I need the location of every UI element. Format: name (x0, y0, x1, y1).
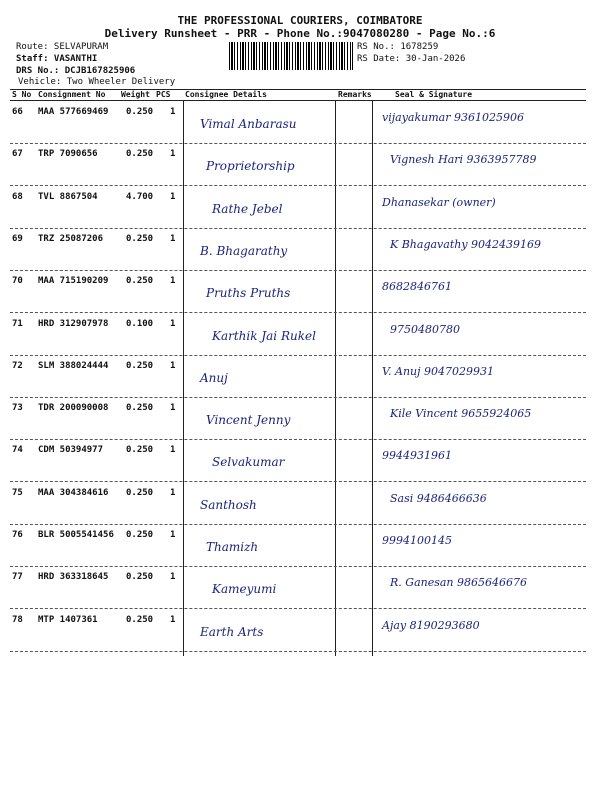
pcs-cell: 1 (170, 318, 176, 329)
consignment-cell: TRP 7090656 (38, 149, 98, 160)
weight-cell: 4.700 (126, 191, 154, 202)
seal-signature: Ajay 8190293680 (382, 618, 480, 632)
sno-cell: 70 (12, 276, 23, 287)
seal-signature: 9944931961 (382, 449, 452, 463)
col-header-weight: Weight (121, 90, 150, 99)
consignee-signature: Kameyumi (212, 582, 277, 597)
weight-cell: 0.250 (126, 233, 154, 244)
pcs-cell: 1 (170, 614, 176, 625)
table-row (10, 101, 586, 144)
seal-signature: V. Anuj 9047029931 (382, 364, 495, 378)
consignee-signature: Selvakumar (212, 455, 285, 470)
col-header-pcs: PCS (156, 90, 171, 99)
sno-cell: 77 (12, 572, 23, 583)
sno-cell: 74 (12, 445, 23, 456)
col-header-sno: S No (12, 90, 32, 99)
weight-cell: 0.250 (126, 530, 154, 540)
pcs-cell: 1 (170, 233, 176, 244)
pcs-cell: 1 (170, 276, 176, 287)
pcs-cell: 1 (170, 572, 176, 583)
company-title: THE PROFESSIONAL COURIERS, COIMBATORE (177, 14, 423, 27)
table-row (10, 439, 586, 482)
rs-number: RS No.: 1678259 (357, 42, 439, 52)
table-row (10, 143, 586, 186)
sno-cell: 72 (12, 360, 23, 371)
pcs-cell: 1 (170, 360, 176, 371)
weight-cell: 0.250 (126, 107, 154, 117)
sno-cell: 73 (12, 403, 23, 414)
table-row (10, 609, 586, 652)
col-header-remarks: Remarks (338, 90, 372, 99)
weight-cell: 0.250 (126, 360, 154, 371)
weight-cell: 0.250 (126, 487, 154, 498)
pcs-cell: 1 (170, 191, 176, 202)
consignee-signature: B. Bhagarathy (200, 243, 288, 258)
sno-cell: 76 (12, 530, 23, 540)
consignment-cell: MAA 715190209 (38, 276, 109, 287)
pcs-cell: 1 (170, 403, 176, 414)
drs-label: DRS No.: DCJB167825906 (16, 66, 136, 76)
sno-cell: 78 (12, 614, 23, 625)
consignee-signature: Karthik Jai Rukel (212, 328, 316, 343)
consignment-cell: MTP 1407361 (38, 614, 98, 625)
seal-signature: vijayakumar 9361025906 (382, 111, 524, 124)
pcs-cell: 1 (170, 530, 176, 540)
consignment-cell: BLR 5005541456 (38, 530, 114, 540)
weight-cell: 0.250 (126, 445, 154, 456)
weight-cell: 0.250 (126, 614, 154, 625)
consignee-signature: Vincent Jenny (206, 413, 291, 428)
seal-signature: R. Ganesan 9865646676 (390, 576, 527, 590)
seal-signature: Kile Vincent 9655924065 (390, 407, 532, 421)
consignment-cell: MAA 577669469 (38, 107, 109, 117)
sno-cell: 68 (12, 191, 23, 202)
consignment-cell: TVL 8867504 (38, 191, 98, 202)
table-row (10, 524, 586, 567)
weight-cell: 0.250 (126, 572, 154, 583)
vehicle-label: Vehicle: Two Wheeler Delivery (18, 77, 176, 87)
weight-cell: 0.100 (126, 318, 154, 329)
seal-signature: Dhanasekar (owner) (382, 195, 496, 209)
table-row (10, 313, 586, 356)
sno-cell: 66 (12, 107, 23, 117)
weight-cell: 0.250 (126, 149, 154, 160)
consignee-signature: Anuj (200, 370, 228, 385)
seal-signature: 8682846761 (382, 280, 452, 294)
table-row (10, 566, 586, 609)
consignee-signature: Thamizh (206, 540, 259, 554)
consignee-signature: Proprietorship (206, 159, 295, 174)
consignee-signature: Earth Arts (200, 624, 264, 639)
table-row (10, 228, 586, 271)
consignee-signature: Vimal Anbarasu (200, 117, 297, 131)
seal-signature: K Bhagavathy 9042439169 (390, 237, 542, 251)
table-row (10, 397, 586, 440)
seal-signature: 9994100145 (382, 534, 452, 547)
sno-cell: 75 (12, 487, 23, 498)
table-row (10, 186, 586, 229)
col-header-seal: Seal & Signature (395, 90, 473, 99)
consignment-cell: CDM 50394977 (38, 445, 104, 456)
pcs-cell: 1 (170, 149, 176, 160)
sno-cell: 67 (12, 149, 23, 160)
col-header-consignee: Consignee Details (185, 90, 267, 99)
pcs-cell: 1 (170, 445, 176, 456)
consignment-cell: MAA 304384616 (38, 487, 109, 498)
barcode (229, 42, 353, 70)
consignment-cell: HRD 312907978 (38, 318, 109, 329)
route-label: Route: SELVAPURAM (16, 42, 109, 52)
consignment-cell: TRZ 25087206 (38, 233, 104, 244)
consignment-cell: SLM 388024444 (38, 360, 109, 371)
rs-date: RS Date: 30-Jan-2026 (357, 54, 466, 64)
consignee-signature: Pruths Pruths (206, 286, 291, 301)
col-header-consignment: Consignment No (38, 90, 106, 99)
pcs-cell: 1 (170, 487, 176, 498)
seal-signature: Vignesh Hari 9363957789 (390, 153, 537, 167)
seal-signature: 9750480780 (390, 322, 460, 336)
sno-cell: 69 (12, 233, 23, 244)
weight-cell: 0.250 (126, 276, 154, 287)
consignee-signature: Rathe Jebel (212, 201, 283, 216)
pcs-cell: 1 (170, 107, 176, 117)
table-row (10, 270, 586, 313)
consignment-cell: HRD 363318645 (38, 572, 109, 583)
table-row (10, 482, 586, 525)
weight-cell: 0.250 (126, 403, 154, 414)
seal-signature: Sasi 9486466636 (390, 491, 487, 505)
table-row (10, 355, 586, 398)
staff-label: Staff: VASANTHI (16, 54, 98, 64)
consignment-cell: TDR 200090008 (38, 403, 109, 414)
runsheet-subtitle: Delivery Runsheet - PRR - Phone No.:9047080280 - Page No.:6 (104, 27, 496, 40)
consignee-signature: Santhosh (200, 497, 257, 512)
sno-cell: 71 (12, 318, 23, 329)
